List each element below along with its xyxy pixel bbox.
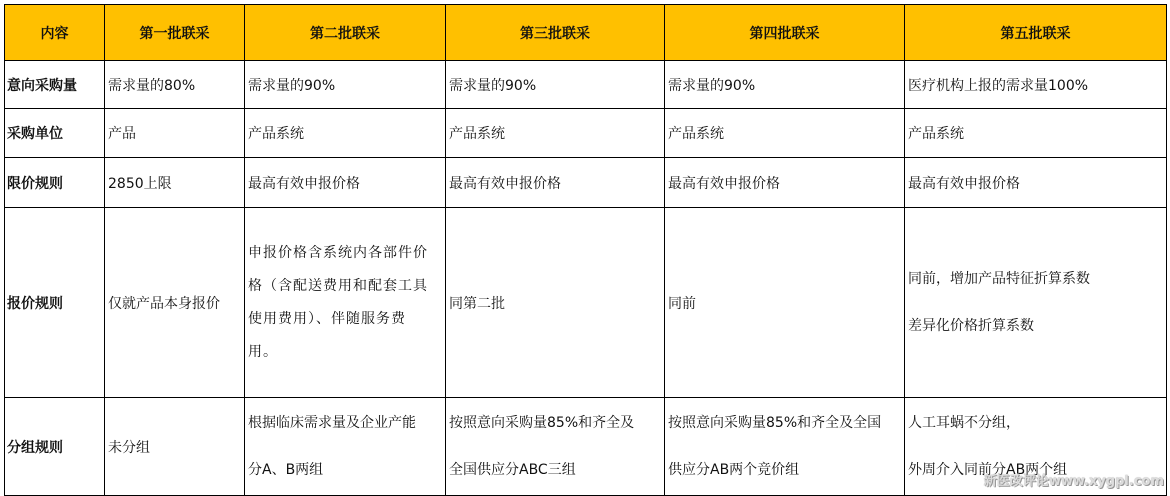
table-cell bbox=[245, 398, 446, 496]
cell-line: 申报价格含系统内各部件价 bbox=[248, 244, 428, 261]
cell-line: 需求量的90% bbox=[668, 77, 756, 94]
cell-line: 未分组 bbox=[108, 439, 150, 456]
row-label: 分组规则 bbox=[5, 398, 105, 496]
header-cell: 第四批联采 bbox=[665, 5, 905, 61]
table-cell bbox=[665, 158, 905, 208]
cell-line: 根据临床需求量及企业产能 bbox=[248, 414, 416, 431]
cell-line: 最高有效申报价格 bbox=[908, 175, 1020, 192]
table-row bbox=[5, 158, 1167, 208]
cell-line: 差异化价格折算系数 bbox=[908, 317, 1034, 334]
row-label: 采购单位 bbox=[5, 109, 105, 158]
table-cell bbox=[665, 208, 905, 398]
table-cell bbox=[105, 109, 245, 158]
cell-line: 最高有效申报价格 bbox=[449, 175, 561, 192]
cell-line: 需求量的80% bbox=[108, 77, 196, 94]
table-cell bbox=[245, 158, 446, 208]
table-cell bbox=[905, 158, 1167, 208]
table-row bbox=[5, 208, 1167, 398]
cell-line: 2850上限 bbox=[108, 175, 172, 192]
cell-line: 产品系统 bbox=[908, 126, 964, 142]
cell-line: 同第二批 bbox=[449, 295, 505, 312]
table-row bbox=[5, 61, 1167, 109]
header-row bbox=[5, 5, 1167, 61]
table-cell bbox=[446, 208, 665, 398]
site-watermark: 新医改评论www.xygpl.com bbox=[983, 474, 1164, 489]
cell-line: 同前 bbox=[668, 295, 696, 312]
header-cell: 第一批联采 bbox=[105, 5, 245, 61]
header-cell: 第三批联采 bbox=[446, 5, 665, 61]
table-cell bbox=[665, 398, 905, 496]
cell-line: 医疗机构上报的需求量100% bbox=[908, 77, 1089, 94]
cell-line: 需求量的90% bbox=[248, 77, 336, 94]
table-cell bbox=[245, 109, 446, 158]
cell-line: 供应分AB两个竞价组 bbox=[668, 461, 800, 478]
cell-line: 仅就产品本身报价 bbox=[108, 295, 220, 312]
cell-line: 最高有效申报价格 bbox=[668, 175, 780, 192]
table-cell bbox=[905, 208, 1167, 398]
cell-line: 格（含配送费用和配套工具 bbox=[248, 277, 428, 294]
cell-line: 产品系统 bbox=[449, 126, 505, 142]
table-cell bbox=[245, 61, 446, 109]
cell-line: 需求量的90% bbox=[449, 77, 537, 94]
table-cell bbox=[446, 158, 665, 208]
table-row bbox=[5, 109, 1167, 158]
table-cell bbox=[446, 61, 665, 109]
cell-line: 按照意向采购量85%和齐全及全国 bbox=[668, 414, 882, 431]
header-cell: 第五批联采 bbox=[905, 5, 1167, 61]
cell-line: 产品系统 bbox=[248, 126, 304, 142]
cell-line: 产品 bbox=[108, 126, 136, 142]
table-cell bbox=[105, 61, 245, 109]
cell-line: 外周介入同前分AB两个组 bbox=[908, 461, 1068, 478]
cell-line: 全国供应分ABC三组 bbox=[449, 461, 576, 478]
table-cell bbox=[105, 398, 245, 496]
cell-line: 用。 bbox=[248, 343, 278, 360]
table-cell bbox=[446, 398, 665, 496]
cell-line: 使用费用）、伴随服务费 bbox=[248, 310, 406, 327]
cell-line: 同前，增加产品特征折算系数 bbox=[908, 270, 1090, 287]
table-cell bbox=[105, 158, 245, 208]
header-cell: 内容 bbox=[5, 5, 105, 61]
cell-line: 最高有效申报价格 bbox=[248, 175, 360, 192]
cell-line: 分A、B两组 bbox=[248, 461, 324, 478]
row-label: 意向采购量 bbox=[5, 61, 105, 109]
table-cell bbox=[665, 109, 905, 158]
table-cell bbox=[245, 208, 446, 398]
cell-line: 按照意向采购量85%和齐全及 bbox=[449, 414, 635, 431]
table-cell bbox=[905, 61, 1167, 109]
table-cell bbox=[905, 109, 1167, 158]
cell-line: 人工耳蜗不分组， bbox=[908, 414, 1020, 431]
row-label: 报价规则 bbox=[5, 208, 105, 398]
cell-line: 产品系统 bbox=[668, 126, 724, 142]
table-cell bbox=[665, 61, 905, 109]
row-label: 限价规则 bbox=[5, 158, 105, 208]
procurement-comparison-table bbox=[4, 4, 1167, 496]
table-cell bbox=[105, 208, 245, 398]
table-cell bbox=[446, 109, 665, 158]
header-cell: 第二批联采 bbox=[245, 5, 446, 61]
